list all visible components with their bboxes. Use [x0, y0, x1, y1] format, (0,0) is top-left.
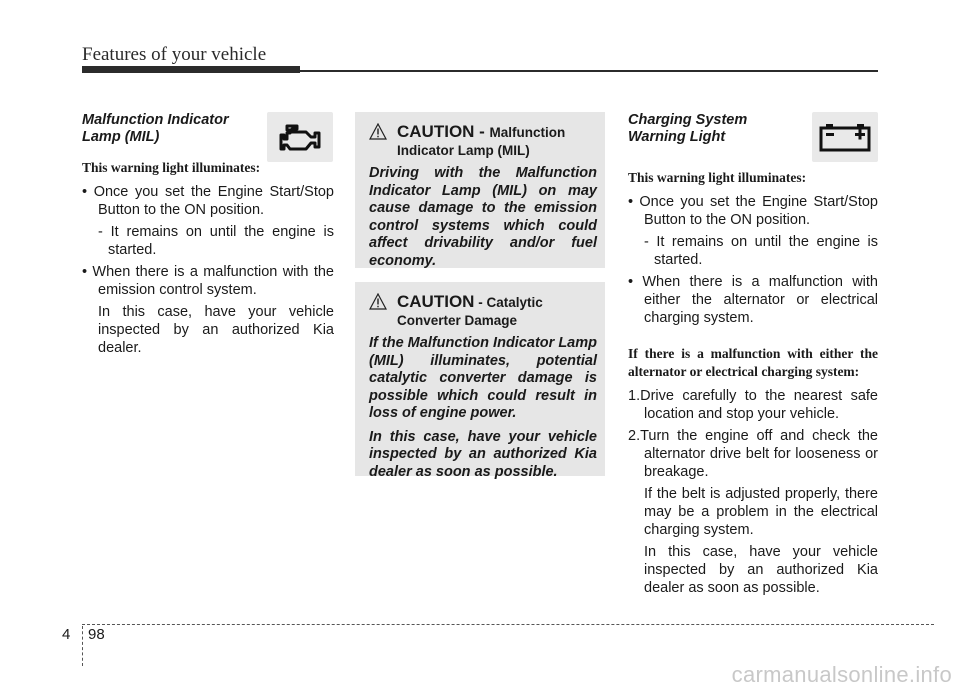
- footer-rule: [82, 624, 934, 625]
- warning-triangle-icon: [369, 293, 387, 310]
- caution-title-line2: Converter Damage: [397, 313, 518, 328]
- charging-section: [628, 112, 878, 597]
- caution-box-catalytic: [355, 282, 605, 480]
- battery-icon: [812, 112, 878, 162]
- mil-lead: This warning light illuminates:: [82, 160, 261, 175]
- header-title: Features of your vehicle: [82, 44, 267, 65]
- mil-bullet-1-sub: - It remains on until the engine is started.: [98, 224, 334, 258]
- check-engine-icon: [267, 112, 333, 162]
- caution-title-line2: Indicator Lamp (MIL): [397, 143, 530, 158]
- page-number: 98: [88, 626, 105, 643]
- mil-bullet-1: • Once you set the Engine Start/Stop Button to the ON position.: [82, 184, 334, 218]
- caution-title: Malfunction: [489, 125, 566, 140]
- charging-step-2-para-1: If the belt is adjusted properly, there may be a problem in the electrical charging system.: [644, 486, 878, 538]
- charging-step-2: 2.Turn the engine off and check the alternator drive belt for looseness or breakage.: [628, 428, 878, 480]
- mil-bullet-2: • When there is a malfunction with the emission control system.: [82, 264, 334, 298]
- caution-text-2: In this case, have your vehicle inspected by an authorized Kia dealer as soon as possible.: [369, 428, 597, 480]
- caution-box-mil: [355, 112, 605, 268]
- charging-lead: This warning light illuminates:: [628, 170, 807, 185]
- caution-text-1: If the Malfunction Indicator Lamp (MIL) illuminates, potential catalytic converter damage is possible which could result in loss of engine power.: [369, 335, 597, 421]
- header-rule-thin: [300, 70, 878, 72]
- charging-step-2-para-2: In this case, have your vehicle inspected by an authorized Kia dealer as soon as possible.: [644, 544, 878, 596]
- charging-title: Charging System Warning Light: [628, 112, 748, 145]
- watermark: carmanualsonline.info: [731, 662, 952, 687]
- charging-lead-2: If there is a malfunction with either the alternator or electrical charging system:: [628, 346, 878, 379]
- footer-divider: [82, 626, 83, 666]
- caution-word: CAUTION -: [397, 122, 490, 141]
- caution-title: - Catalytic: [474, 295, 543, 310]
- mil-title: Malfunction Indicator Lamp (MIL): [82, 112, 229, 145]
- charging-bullet-1-sub: - It remains on until the engine is started.: [644, 234, 878, 268]
- charging-bullet-1: • Once you set the Engine Start/Stop Button to the ON position.: [628, 194, 878, 228]
- mil-para: In this case, have your vehicle inspected by an authorized Kia dealer.: [98, 304, 334, 356]
- charging-step-1: 1.Drive carefully to the nearest safe location and stop your vehicle.: [628, 388, 878, 422]
- caution-text: Driving with the Malfunction Indicator Lamp (MIL) on may cause damage to the emission control systems which could affect drivability and/or fuel economy.: [369, 165, 597, 269]
- warning-triangle-icon: [369, 123, 387, 140]
- charging-bullet-2: • When there is a malfunction with either the alternator or electrical charging system.: [628, 274, 878, 326]
- header-rule-thick: [82, 66, 300, 73]
- chapter-number: 4: [62, 626, 71, 643]
- caution-word: CAUTION: [397, 292, 475, 311]
